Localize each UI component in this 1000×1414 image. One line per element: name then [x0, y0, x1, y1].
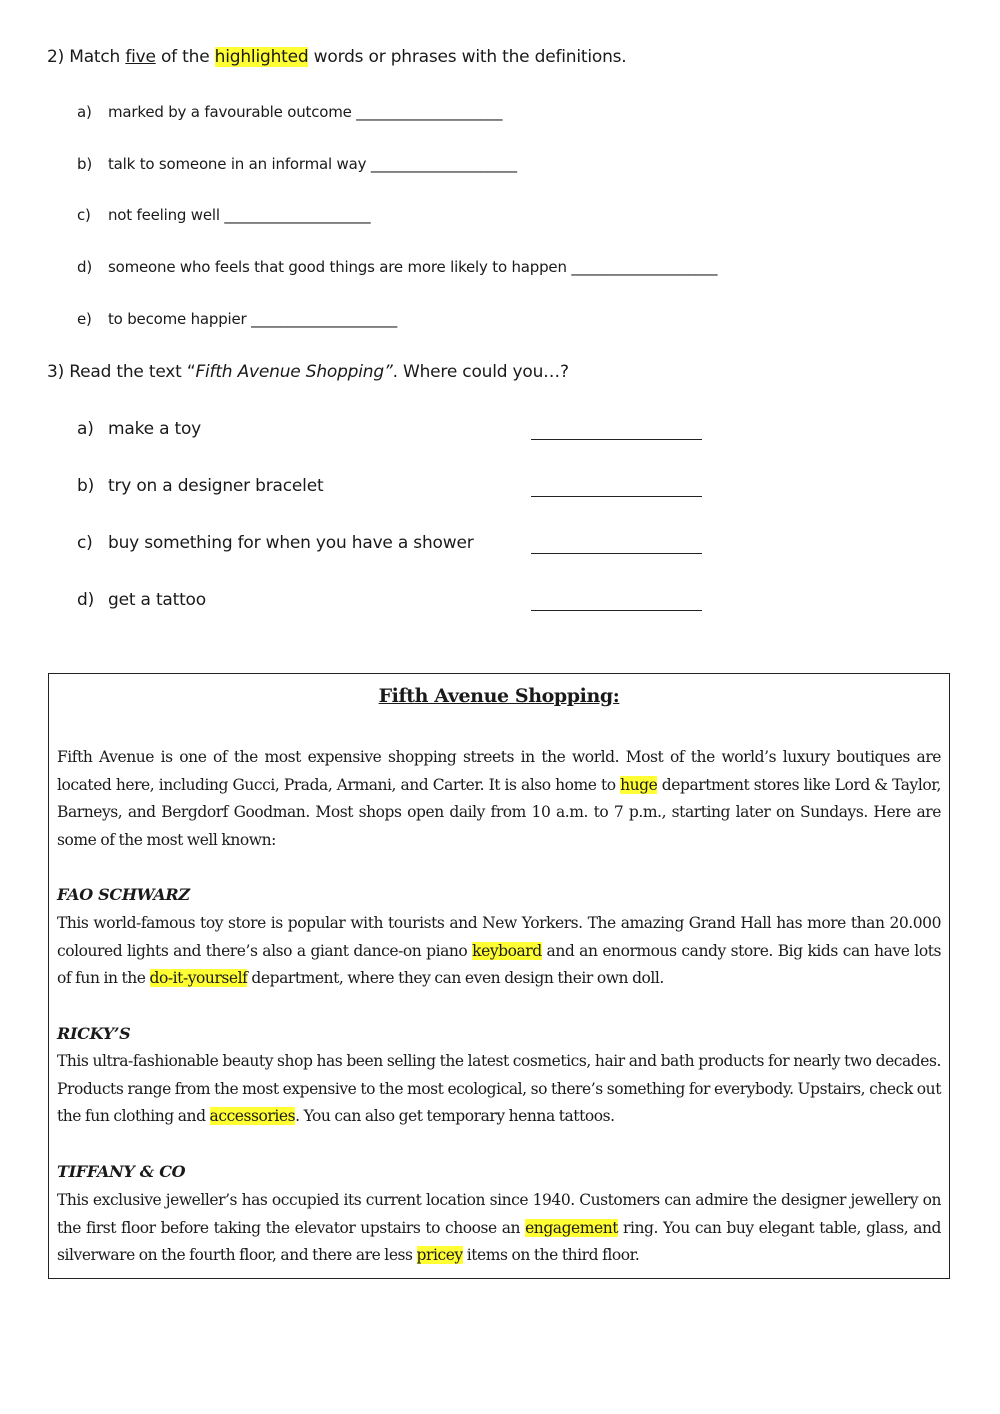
item-text: make a toy [108, 419, 202, 439]
question-2-title [47, 47, 627, 67]
item-text: to become happier ____________________ [108, 310, 398, 328]
paragraph-text: . You can also get temporary henna tattoos. [295, 1107, 615, 1126]
paragraph-text: This ultra-fashionable beauty shop has been selling the latest cosmetics, hair and bath products for nearly two decades. Products range from the most expensive to the most ecological, so there’s something for everybody. Upstairs, check out the fun clothing and [57, 1052, 941, 1126]
definition-item [77, 206, 370, 224]
paragraph-text: This world-famous toy store is popular with tourists and New Yorkers. The amazing Grand Hall has more than 20.000 coloured lights and there’s also a giant dance-on piano [57, 914, 941, 960]
item-text: not feeling well ____________________ [108, 206, 371, 224]
q3-title-italic: Fifth Avenue Shopping” [195, 362, 393, 382]
q3-title-text-end: . Where could you…? [392, 362, 569, 382]
question-item [77, 476, 323, 496]
question-3-title [47, 362, 569, 382]
item-text: buy something for when you have a shower [108, 533, 474, 553]
definition-item [77, 103, 502, 121]
paragraph-text: This exclusive jeweller’s has occupied its current location since 1940. Customers can admire the designer jewellery on the first floor before taking the elevator upstairs to choose an [57, 1191, 941, 1237]
paragraph-text: department stores like Lord & Taylor, Barneys, and Bergdorf Goodman. Most shops open daily from 10 a.m. to 7 p.m., starting later on Sundays. Here are some of the most well known: [57, 775, 941, 849]
q2-title-text-end: words or phrases with the definitions. [308, 47, 627, 67]
item-label: c) [77, 206, 91, 224]
item-label: b) [77, 476, 95, 496]
highlighted-word: do-it-yourself [149, 969, 248, 988]
paragraph-text: ring. You can buy elegant table, glass, and silverware on the fourth floor, and there are less [57, 1218, 941, 1265]
item-label: c) [77, 533, 93, 553]
item-label: b) [77, 155, 92, 173]
item-text: try on a designer bracelet [108, 476, 324, 496]
item-label: e) [77, 310, 92, 328]
q2-five-underlined: five [125, 47, 156, 67]
highlighted-word: keyboard [472, 941, 542, 960]
definition-item [77, 310, 397, 328]
highlighted-word: huge [620, 775, 658, 794]
paragraph-text: items on the third floor. [462, 1246, 640, 1265]
fao-schwarz-paragraph [57, 910, 941, 993]
tiffany-heading: TIFFANY & CO [57, 1162, 186, 1181]
q2-title-text-mid: of the [155, 47, 215, 67]
q2-title-text: 2) Match [47, 47, 126, 67]
q3-title-text: 3) Read the text “ [47, 362, 196, 382]
highlighted-word: accessories [209, 1107, 296, 1126]
tiffany-paragraph [57, 1187, 941, 1270]
article-box [48, 673, 950, 1279]
item-text: talk to someone in an informal way ____________________ [108, 155, 517, 173]
rickys-heading: RICKY’S [57, 1024, 131, 1043]
question-item [77, 533, 474, 553]
fao-schwarz-heading: FAO SCHWARZ [57, 885, 190, 904]
answer-blank[interactable] [531, 439, 702, 440]
item-label: d) [77, 258, 92, 276]
rickys-paragraph [57, 1048, 941, 1131]
item-label: a) [77, 103, 92, 121]
answer-blank[interactable] [531, 610, 702, 611]
paragraph-text: Fifth Avenue is one of the most expensive shopping streets in the world. Most of the world’s luxury boutiques are located here, including Gucci, Prada, Armani, and Carter. It is also home to [57, 748, 941, 794]
item-label: a) [77, 419, 94, 439]
item-text: marked by a favourable outcome ____________________ [108, 103, 503, 121]
item-text: someone who feels that good things are more likely to happen ____________________ [108, 258, 718, 276]
highlighted-word: pricey [416, 1246, 463, 1265]
question-item [77, 590, 206, 610]
article-title: Fifth Avenue Shopping: [378, 685, 620, 707]
item-text: get a tattoo [108, 590, 206, 610]
item-label: d) [77, 590, 95, 610]
paragraph-text: and an enormous candy store. Big kids can have lots of fun in the [57, 941, 941, 988]
definition-item [77, 258, 717, 276]
question-item [77, 419, 201, 439]
intro-paragraph [57, 744, 941, 854]
definition-item [77, 155, 517, 173]
paragraph-text: department, where they can even design their own doll. [247, 969, 664, 988]
answer-blank[interactable] [531, 496, 702, 497]
q2-highlighted-word: highlighted [214, 47, 309, 67]
highlighted-word: engagement [525, 1218, 619, 1237]
answer-blank[interactable] [531, 553, 702, 554]
